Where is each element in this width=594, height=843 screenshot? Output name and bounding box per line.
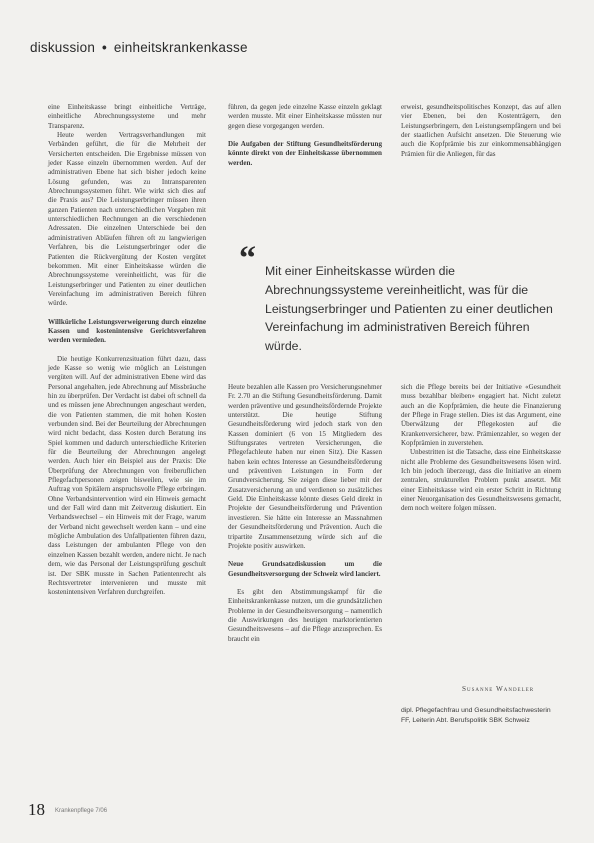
paragraph: Die heutige Konkurrenzsituation führt dazu, dass jede Kasse so wenig wie möglich an Leistungen vergüten will. Auf der administrativen Ebene wird das Personal angehalten, jede Abrechnung auf Missbräuche hin zu überprüfen. Der Verdacht ist dabei oft schnell da und es müssen jene Abrechnungen angeschaut werden, die von Patienten stammen, die mit hohen Kosten verbunden sind. Bei der Beurteilung der Abrechnungen wird nicht bedacht, dass Kosten durch Beratung ins Spiel kommen und dadurch unterschiedliche Kriterien für die Beurteilung der Abrechnungen angelegt werden. Auch hier ein Beispiel aus der Praxis: Die Überprüfung der Abrechnungen von freiberuflichen Pflegefachpersonen zeigen bisweilen, wie sie im Auftrag von Spitälern anspruchsvolle Pflege erbringen. Ohne Verbandsintervention wird ein Hinweis gemacht und der Fall wird dann mit Zeitverzug diskutiert. Ein Verbandswechsel – ein Hinweis mit der Frage, warum der Verband nicht gewechselt werden kann – und eine mögliche Ambulation des Unfallpatienten führen dazu, dass Leistungen der ambulanten Pflege von den einzelnen Kassen bezahlt werden, andere nicht. Je nach dem, wie das Personal der Leistungsprüfung geschult ist. Der SBK musste in Sachen Patientenrecht als Rechtsvertreter intervenieren und musste mit kostenintensiven Verfahren durchgreifen.	[48, 354, 206, 597]
article-column-3-bottom	[401, 383, 561, 514]
section-label: diskussion	[30, 40, 96, 55]
paragraph: führen, da gegen jede einzelne Kasse einzeln geklagt werden musste. Mit einer Einheitskasse müssten nur gegen diese vorgegangen werden.	[228, 103, 382, 130]
author-affiliation: dipl. Pflegefachfrau und Gesundheitsfachwesterin FF, Leiterin Abt. Berufspolitik SBK Schweiz	[401, 707, 551, 724]
topic-label: einheitskrankenkasse	[113, 40, 248, 55]
page-number: 18	[28, 800, 45, 819]
header-separator: •	[101, 40, 107, 55]
pull-quote	[239, 242, 564, 356]
quote-mark-icon: “	[239, 240, 256, 277]
subheading: Willkürliche Leistungsverweigerung durch einzelne Kassen und kostenintensive Gerichtsverfahren werden vermieden.	[48, 317, 206, 345]
page-footer	[28, 800, 107, 820]
subheading: Die Aufgaben der Stiftung Gesundheitsförderung könnte direkt von der Einheitskasse übernommen werden.	[228, 140, 382, 167]
paragraph: Heute bezahlen alle Kassen pro Versicherungsnehmer Fr. 2.70 an die Stiftung Gesundheitsförderung. Damit werden präventive und gesundheitsfördernde Projekte unterstützt. Die heutige Stiftung Gesundheitsförderung wird jedoch stark von den Kassen dominiert (6 von 15 Mitgliedern des Stiftungsrates vertreten Versicherungen, die Pflegefachleute haben nur einen Sitz). Die Kassen haben kein echtes Interesse an Gesundheitsförderung und präventiven Leistungen in Form der Grundversicherung. Sie zeigen diese lieber mit der Zusatzversicherung an und verdienen so zusätzliches Geld. Die Einheitskasse könnte dieses Geld direkt in Projekte der Gesundheitsförderung und Prävention investieren. Sie hätte ein Interesse an Massnahmen der Gesundheitsförderung und Prävention. Auch die tripartite Zusammensetzung würde sich auf die Projekte positiv auswirken.	[228, 383, 382, 550]
pull-quote-text: Mit einer Einheitskasse würden die Abrechnungssysteme vereinheitlicht, was für die Leistungserbringer und Patienten zu einer deutlichen Vereinfachung im administrativen Bereich führen würde.	[265, 264, 553, 354]
article-column-1	[48, 103, 206, 598]
paragraph: Es gibt den Abstimmungskampf für die Einheitskrankenkasse nutzen, um die grundsätzlichen Probleme in der Gesundheitsversorgung – namentlich die Auswirkungen des heutigen marktorientierten Gesundheitswesens – auf die Pflege anzusprechen. Es braucht ein	[228, 587, 382, 643]
subheading: Neue Grundsatzdiskussion um die Gesundheitsversorgung der Schweiz wird lanciert.	[228, 560, 382, 578]
article-column-2-top	[228, 103, 382, 168]
publication-source: Krankenpflege 7/06	[55, 808, 108, 814]
section-header	[30, 40, 248, 55]
article-column-3-top	[401, 103, 561, 159]
paragraph: Heute werden Vertragsverhandlungen mit Verbänden geführt, die für die Mehrheit der Versicherten entscheiden. Die Ergebnisse müssen von jeder Kasse einzeln übernommen werden. Auf der administrativen Ebene hat sich bisher jedoch keine Lösung gefunden, was zu Intransparenten Abrechnungssystemen führt. Wie wirkt sich dies auf die Praxis aus? Die Leistungserbringer müssen ihren ganzen Patienten nach unterschiedlichen Vorgaben mit unterschiedlichen Rechnungen an die verschiedenen Adressaten. Die einzelnen Unterschiede bei den administrativen Abläufen führen oft zu langwierigen Verfahren, bis die Leistungserbringer oder die Patienten die Rückvergütung der Kosten vergütet bekommen. Mit einer Einheitskasse würden die Abrechnungssysteme vereinheitlicht, was für die Leistungserbringer und Patienten zu einer deutlichen Vereinfachung im administrativen Bereich führen würde.	[48, 131, 206, 308]
paragraph: erweist, gesundheitspolitisches Konzept, das auf allen vier Ebenen, bei den Kostenträgern, den Leistungserbringern, den Leistungsempfängern und bei der staatlichen Aufsicht ansetzen. Die Steuerung wie auch die Kopfprämie bis zur einkommensabhängigen Prämien für die Anliegen, für das	[401, 103, 561, 158]
paragraph: sich die Pflege bereits bei der Initiative «Gesundheit muss bezahlbar bleiben» engagiert hat. Nicht zuletzt auch an die Kopfprämien, die heute die Finanzierung der Pflege in Frage stellen. Dies ist das Argument, eine Überwälzung der Pflegekosten auf die Krankenversicherer, bzw. Prämienzahler, so wegen der Kopfprämien in zuverstehen.	[401, 383, 561, 448]
paragraph: Unbestritten ist die Tatsache, dass eine Einheitskasse nicht alle Probleme des Gesundheitswesens lösen wird. Ich bin jedoch überzeugt, dass die Initiative an einem zentralen, strukturellen Problem punkt ansetzt. Mit einer Einheitskasse wird ein erster Schritt in Richtung einer Neuorganisation des Gesundheitswesens gemacht, dem noch weitere folgen müssen.	[401, 448, 561, 513]
paragraph: eine Einheitskasse bringt einheitliche Verträge, einheitliche Abrechnungssysteme und mehr Transparenz.	[48, 103, 206, 130]
author-signature: Susanne Wandeler	[462, 685, 535, 693]
article-column-2-bottom	[228, 383, 382, 644]
